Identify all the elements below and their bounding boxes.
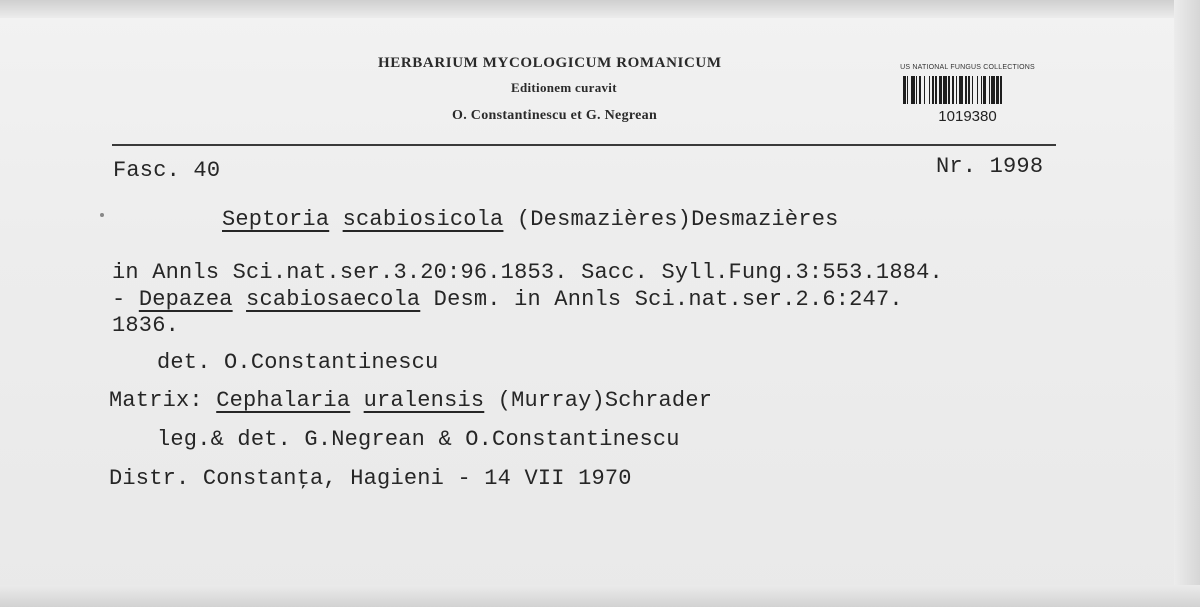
editor-authors: O. Constantinescu et G. Negrean bbox=[452, 108, 658, 123]
host-genus: Cephalaria bbox=[216, 388, 351, 413]
specimen-number: Nr. 1998 bbox=[936, 154, 1044, 179]
synonym-reference: Desm. in Annls Sci.nat.ser.2.6:247. bbox=[420, 287, 903, 312]
species-authority: (Desmazières)Desmazières bbox=[516, 207, 839, 232]
paper-speck bbox=[100, 213, 104, 217]
host-authority: (Murray)Schrader bbox=[484, 388, 713, 413]
host-matrix bbox=[109, 388, 712, 413]
fascicle-number: Fasc. 40 bbox=[113, 158, 221, 183]
species-name bbox=[222, 207, 839, 232]
matrix-label: Matrix: bbox=[109, 388, 217, 413]
determiner: det. O.Constantinescu bbox=[157, 350, 439, 375]
species-genus: Septoria bbox=[222, 207, 330, 232]
host-epithet: uralensis bbox=[363, 388, 485, 413]
citation-line-3: 1836. bbox=[112, 313, 180, 338]
synonym-epithet: scabiosaecola bbox=[246, 287, 421, 312]
citation-dash: - bbox=[112, 287, 139, 312]
synonym-genus: Depazea bbox=[138, 287, 233, 312]
paper-edge-right bbox=[1174, 0, 1200, 607]
header-divider bbox=[112, 144, 1056, 146]
paper-edge-bottom bbox=[0, 585, 1200, 607]
barcode-caption: US NATIONAL FUNGUS COLLECTIONS bbox=[900, 64, 1035, 71]
citation-line-2 bbox=[112, 287, 903, 312]
species-epithet: scabiosicola bbox=[342, 207, 504, 232]
locality-date: Distr. Constanţa, Hagieni - 14 VII 1970 bbox=[109, 466, 632, 491]
collectors: leg.& det. G.Negrean & O.Constantinescu bbox=[157, 427, 680, 452]
citation-line-1: in Annls Sci.nat.ser.3.20:96.1853. Sacc. Syll.Fung.3:553.1884. bbox=[112, 260, 943, 285]
barcode-bar bbox=[1002, 76, 1005, 104]
barcode-icon bbox=[903, 76, 1031, 104]
herbarium-title: HERBARIUM MYCOLOGICUM ROMANICUM bbox=[378, 55, 722, 71]
barcode-number: 1019380 bbox=[938, 108, 997, 125]
editor-subtitle: Editionem curavit bbox=[511, 80, 617, 95]
paper-edge-top bbox=[0, 0, 1200, 18]
barcode-label bbox=[895, 64, 1040, 126]
